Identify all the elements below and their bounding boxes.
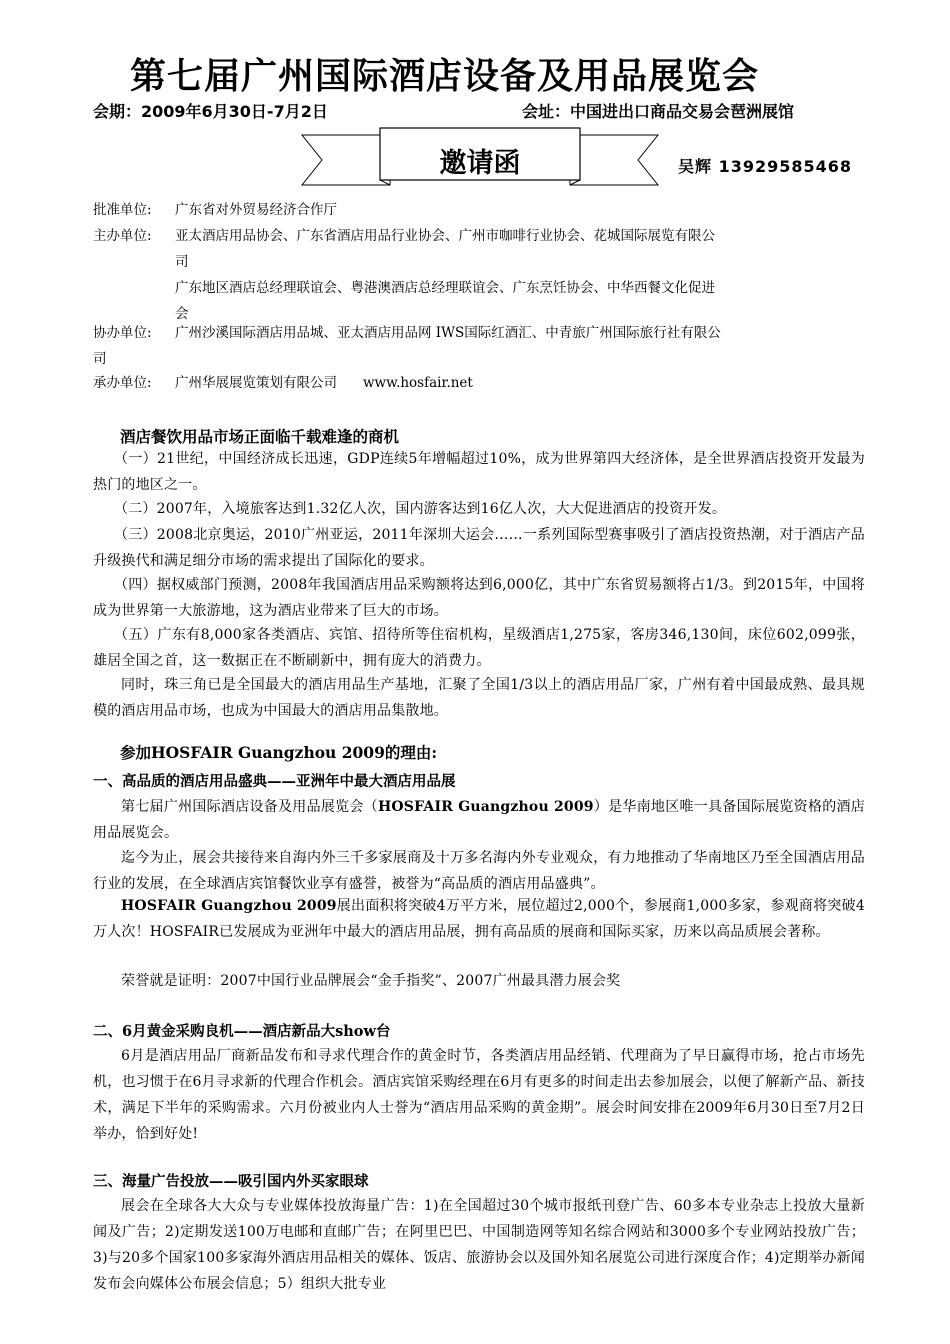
market-point-4: （四）据权威部门预测，2008年我国酒店用品采购额将达到6,000亿，其中广东省贸易额将占1/3。到2015年，中国将成为世界第一大旅游地，这为酒店业带来了巨大的市场。 xyxy=(93,577,865,619)
market-point-1: （一）21世纪，中国经济成长迅速，GDP连续5年增幅超过10%，成为世界第四大经济体，是全世界酒店投资开发最为热门的地区之一。 xyxy=(93,451,865,493)
approve-label: 批准单位: xyxy=(93,202,152,218)
reason-1-para-1c: ）是华南地区唯一具备国际展览资格的酒店用品展览会。 xyxy=(93,799,865,841)
reason-1-para-3b: 展出面积将突破4万平方米，展位超过2,000个，参展商1,000多家，参观商将突破4万人次！HOSFAIR已发展成为亚洲年中最大的酒店用品展，拥有高品质的展商和国际买家，历来以高品质展会著称。 xyxy=(93,898,865,940)
reason-1-para-1a: 第七届广州国际酒店设备及用品展览会（ xyxy=(121,799,378,815)
reason-1-para-2: 迄今为止，展会共接待来自海内外三千多家展商及十万多名海内外专业观众，有力地推动了华南地区乃至全国酒店用品行业的发展，在全球酒店宾馆餐饮业享有盛誉，被誉为“高品质的酒店用品盛典”。 xyxy=(93,850,865,892)
co-value-b: 司 xyxy=(93,351,107,367)
reason-1-para-1b: HOSFAIR Guangzhou 2009 xyxy=(377,799,594,815)
reasons-title: 参加HOSFAIR Guangzhou 2009的理由: xyxy=(120,743,438,762)
page-title: 第七届广州国际酒店设备及用品展览会 xyxy=(130,56,760,97)
reason-2-para-1: 6月是酒店用品厂商新品发布和寻求代理合作的黄金时节，各类酒店用品经销、代理商为了早日赢得市场，抢占市场先机，也习惯于在6月寻求新的代理合作机会。酒店宾馆采购经理在6月有更多的时间走出去参加展会，以便了解新产品、新技术，满足下半年的采购需求。六月份被业内人士誉为“酒店用品采购的黄金期”。展会时间安排在2009年6月30日至7月2日举办，恰到好处! xyxy=(93,1048,865,1142)
host-unit xyxy=(93,223,868,327)
reason-1-para-3 xyxy=(93,893,865,945)
organizer-label: 承办单位: xyxy=(93,375,152,391)
reason-3-title: 三、海量广告投放——吸引国内外买家眼球 xyxy=(93,1173,369,1190)
co-label: 协办单位: xyxy=(93,325,152,341)
market-point-2: （二）2007年，入境旅客达到1.32亿人次，国内游客达到16亿人次，大大促进酒店的投资开发。 xyxy=(114,501,727,517)
exhibition-venue: 会址：中国进出口商品交易会琶洲展馆 xyxy=(522,102,795,121)
website-link[interactable]: www.hosfair.net xyxy=(363,375,473,391)
exhibition-date: 会期：2009年6月30日-7月2日 xyxy=(93,102,328,121)
host-value-1: 亚太酒店用品协会、广东省酒店用品行业协会、广州市咖啡行业协会、花城国际展览有限公 xyxy=(175,228,715,244)
approve-value: 广东省对外贸易经济合作厅 xyxy=(175,202,337,218)
reason-1-para-1 xyxy=(93,794,865,846)
reason-1-para-4: 荣誉就是证明：2007中国行业品牌展会“金手指奖”、2007广州最具潜力展会奖 xyxy=(121,973,621,989)
host-value-2b: 会 xyxy=(175,306,189,322)
market-point-5: （五）广东有8,000家各类酒店、宾馆、招待所等住宿机构，星级酒店1,275家，客房346,130间，床位602,099张，雄居全国之首，这一数据正在不断刷新中，拥有庞大的消费力。 xyxy=(93,627,865,669)
reason-1-title: 一、高品质的酒店用品盛典——亚洲年中最大酒店用品展 xyxy=(93,773,456,790)
approve-unit xyxy=(93,197,868,223)
host-value-1b: 司 xyxy=(175,254,189,270)
reason-1-para-3a: HOSFAIR Guangzhou 2009 xyxy=(121,898,337,914)
market-point-3: （三）2008北京奥运，2010广州亚运，2011年深圳大运会……一系列国际型赛事吸引了酒店投资热潮，对于酒店产品升级换代和满足细分市场的需求提出了国际化的要求。 xyxy=(93,527,865,569)
host-label: 主办单位: xyxy=(93,228,152,244)
reason-3-para-1: 展会在全球各大大众与专业媒体投放海量广告：1)在全国超过30个城市报纸刊登广告、60多本专业杂志上投放大量新闻及广告；2)定期发送100万电邮和直邮广告；在阿里巴巴、中国制造网等知名综合网站和3000多个专业网站投放广告；3)与20多个国家100多家海外酒店用品相关的媒体、饭店、旅游协会以及国外知名展览公司进行深度合作；4)定期举办新闻发布会向媒体公布展会信息；5）组织大批专业 xyxy=(93,1198,865,1292)
organizer-unit xyxy=(93,370,868,396)
host-value-2: 广东地区酒店总经理联谊会、粤港澳酒店总经理联谊会、广东烹饪协会、中华西餐文化促进 xyxy=(175,280,715,296)
organizer-value: 广州华展展览策划有限公司 xyxy=(175,375,337,391)
co-value: 广州沙溪国际酒店用品城、亚太酒店用品网 IWS国际红酒汇、中青旅广州国际旅行社有限公 xyxy=(175,325,721,341)
market-section-title: 酒店餐饮用品市场正面临千载难逢的商机 xyxy=(120,427,400,446)
invitation-title: 邀请函 xyxy=(439,148,521,179)
contact-info: 吴辉 13929585468 xyxy=(678,157,853,176)
reason-2-title: 二、6月黄金采购良机——酒店新品大show台 xyxy=(93,1023,391,1040)
market-point-6: 同时，珠三角已是全国最大的酒店用品生产基地，汇聚了全国1/3以上的酒店用品厂家，广州有着中国最成熟、最具规模的酒店用品市场，也成为中国最大的酒店用品集散地。 xyxy=(93,677,865,719)
co-unit xyxy=(93,320,868,372)
